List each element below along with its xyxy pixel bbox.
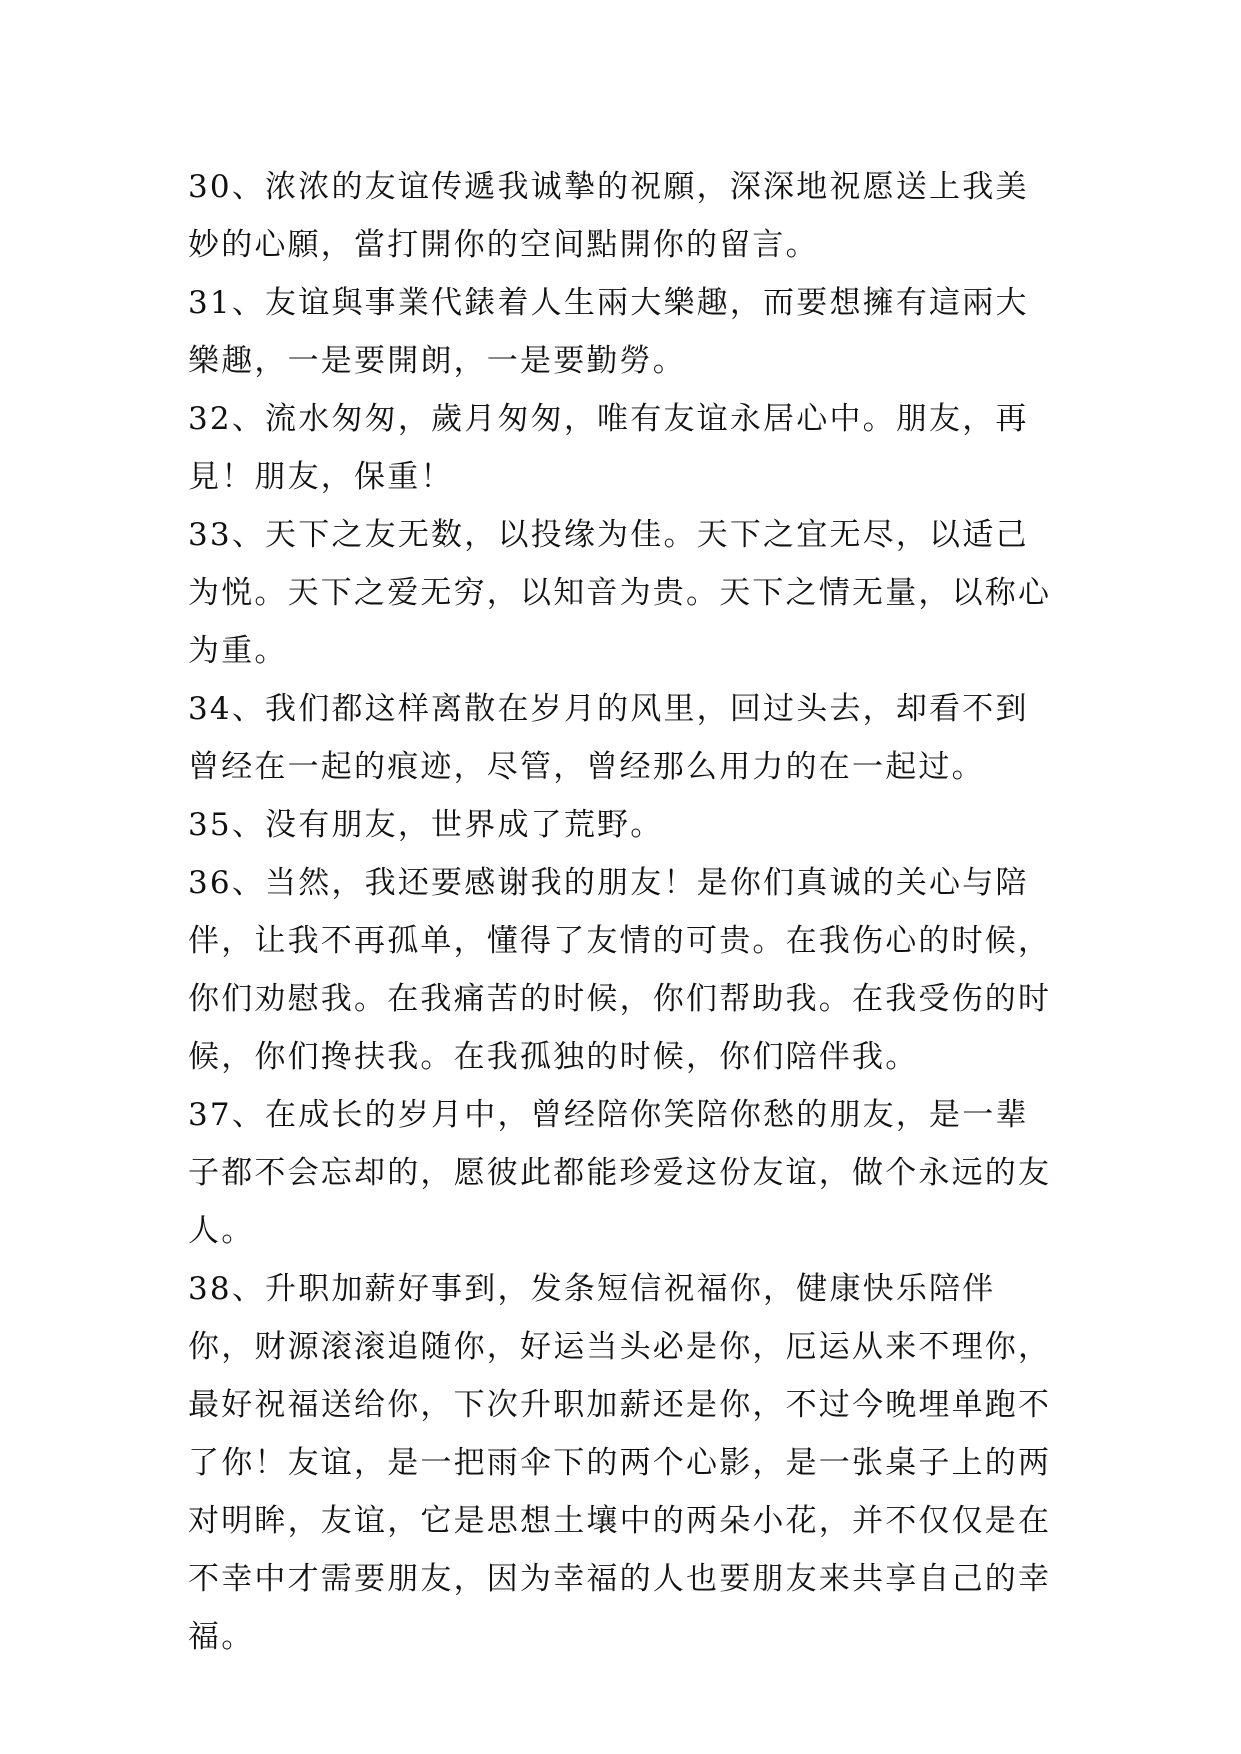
paragraph-34: 34、我们都这样离散在岁月的风里，回过头去，却看不到曾经在一起的痕迹，尽管，曾经那么用力的在一起过。 [188,691,1029,785]
paragraph-36: 36、当然，我还要感谢我的朋友！是你们真诚的关心与陪伴，让我不再孤单，懂得了友情的可贵。在我伤心的时候，你们劝慰我。在我痛苦的时候，你们帮助我。在我受伤的时候，你们搀扶我。在我孤独的时候，你们陪伴我。 [188,865,1052,1075]
paragraph-30: 30、浓浓的友谊传遞我诚摯的祝願，深深地祝愿送上我美妙的心願，當打開你的空间點開你的留言。 [188,169,1029,263]
paragraph-31: 31、友谊與事業代錶着人生兩大樂趣，而要想擁有這兩大樂趣，一是要開朗，一是要勤勞。 [188,285,1029,379]
paragraph-33: 33、天下之友无数，以投缘为佳。天下之宜无尽，以适己为悦。天下之爱无穷，以知音为贵。天下之情无量，以称心为重。 [188,517,1052,669]
paragraph-38: 38、升职加薪好事到，发条短信祝福你，健康快乐陪伴你，财源滚滚追随你，好运当头必是你，厄运从来不理你，最好祝福送给你，下次升职加薪还是你，不过今晚埋单跑不了你！友谊，是一把雨伞下的两个心影，是一张桌子上的两对明眸，友谊，它是思想土壤中的两朵小花，并不仅仅是在不幸中才需要朋友，因为幸福的人也要朋友来共享自己的幸福。 [188,1271,1052,1655]
paragraph-37: 37、在成长的岁月中，曾经陪你笑陪你愁的朋友，是一辈子都不会忘却的，愿彼此都能珍爱这份友谊，做个永远的友人。 [188,1097,1052,1249]
paragraph-35: 35、没有朋友，世界成了荒野。 [188,807,664,843]
document-body [188,158,1058,1666]
paragraph-32: 32、流水匆匆，歲月匆匆，唯有友谊永居心中。朋友，再見！朋友，保重！ [188,401,1029,495]
